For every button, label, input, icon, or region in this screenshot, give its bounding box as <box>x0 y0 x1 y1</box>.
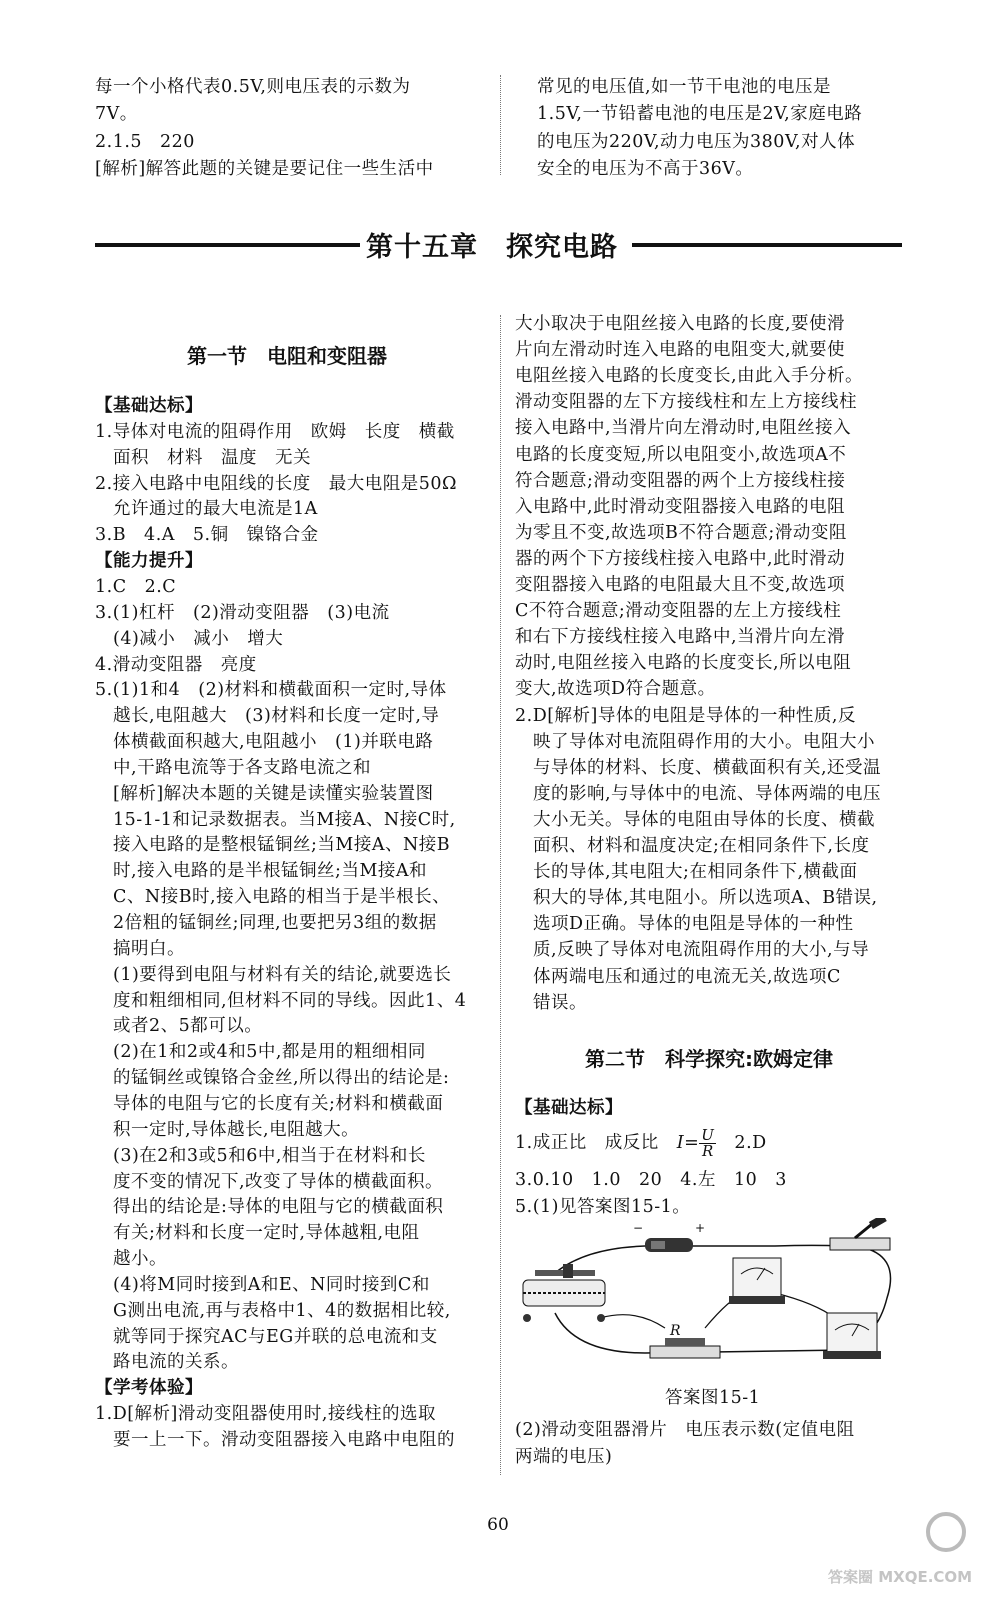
circuit-wire-top <box>555 1245 865 1273</box>
section-1-left-line: 路电流的关系。 <box>95 1352 239 1373</box>
chapter-rule-left <box>95 243 360 247</box>
top-right-line: 安全的电压为不高于36V。 <box>537 158 754 179</box>
rheostat <box>523 1264 605 1322</box>
watermark-logo <box>826 1510 976 1590</box>
top-column-divider <box>500 75 501 175</box>
top-left-line: [解析]解答此题的关键是要记住一些生活中 <box>95 158 434 179</box>
switch <box>830 1218 890 1250</box>
section-1-left-line: 3.B 4.A 5.铜 镍铬合金 <box>95 525 319 546</box>
watermark-text: 答案圈 MXQE.COM <box>828 1568 973 1586</box>
section-1-left-line: 搞明白。 <box>95 938 185 959</box>
section-2-basic-head: 【基础达标】 <box>515 1098 623 1118</box>
section-1-left-line: 3.(1)杠杆 (2)滑动变阻器 (3)电流 <box>95 602 390 623</box>
section-1-right-line: 面积、材料和温度决定;在相同条件下,长度 <box>515 836 870 856</box>
section-1-right-line: 为零且不变,故选项B不符合题意;滑动变阻 <box>515 522 847 543</box>
section-1-right-line: 度的影响,与导体中的电流、导体两端的电压 <box>515 783 882 804</box>
battery-minus-label: − <box>633 1221 644 1235</box>
voltmeter <box>823 1313 881 1359</box>
top-left-line: 每一个小格代表0.5V,则电压表的示数为 <box>95 77 411 97</box>
section-1-left-line: 中,干路电流等于各支路电流之和 <box>95 757 372 778</box>
section-1-left-line: 1.C 2.C <box>95 576 177 597</box>
section-1-left-line: 越小。 <box>95 1249 167 1270</box>
section-1-left-line: 2.接入电路中电阻线的长度 最大电阻是50Ω <box>95 473 457 494</box>
main-column-divider <box>500 315 501 1475</box>
section-1-left-line: [解析]解决本题的关键是读懂实验装置图 <box>95 783 434 804</box>
section-1-left-line: (4)将M同时接到A和E、N同时接到C和 <box>95 1274 430 1295</box>
section-1-left-line: 或者2、5都可以。 <box>95 1016 263 1037</box>
section-1-left-line: 度不变的情况下,改变了导体的横截面积。 <box>95 1171 444 1192</box>
section-1-right-line: 变大,故选项D符合题意。 <box>515 679 716 700</box>
section-1-left-line: 得出的结论是:导体的电阻与它的横截面积 <box>95 1197 444 1218</box>
section-1-right-line: 动时,电阻丝接入电路的长度变长,所以电阻 <box>515 653 852 674</box>
section-1-left-line: 允许通过的最大电流是1A <box>95 499 318 520</box>
section-1-title: 第一节 电阻和变阻器 <box>187 344 387 368</box>
section-1-left-line: 【能力提升】 <box>95 551 203 572</box>
section-1-right-line: 长的导体,其电阻大;在相同条件下,横截面 <box>515 862 858 883</box>
section-1-left-line: (1)要得到电阻与材料有关的结论,就要选长 <box>95 964 452 985</box>
resistor-label: R <box>670 1323 681 1339</box>
battery-plus-label: + <box>695 1221 706 1235</box>
section-1-left-line: G测出电流,再与表格中1、4的数据相比较, <box>95 1300 451 1321</box>
section-1-right-line: 符合题意;滑动变阻器的两个上方接线柱接 <box>515 470 846 491</box>
section-1-right-line: 入电路中,此时滑动变阻器接入电路的电阻 <box>515 496 846 517</box>
chapter-title: 第十五章 探究电路 <box>366 232 618 263</box>
top-right-line: 1.5V,一节铅蓄电池的电压是2V,家庭电路 <box>537 104 863 125</box>
section-1-right-line: 错误。 <box>515 992 587 1013</box>
section-1-right-line: 2.D[解析]导体的电阻是导体的一种性质,反 <box>515 705 856 726</box>
section-1-right-line: 体两端电压和通过的电流无关,故选项C <box>515 966 841 987</box>
page-number: 60 <box>487 1515 509 1535</box>
section-1-left-line: 2倍粗的锰铜丝;同理,也要把另3组的数据 <box>95 913 437 933</box>
chapter-rule-right <box>632 243 902 247</box>
section-1-left-line: 度和粗细相同,但材料不同的导线。因此1、4 <box>95 990 467 1011</box>
section-1-left-line: (2)在1和2或4和5中,都是用的粗细相同 <box>95 1042 426 1063</box>
section-1-right-line: 变阻器接入电路的电阻最大且不变,故选项 <box>515 575 846 595</box>
section-2-answer-line-4: (2)滑动变阻器滑片 电压表示数(定值电阻 <box>515 1420 855 1440</box>
circuit-wire-mid <box>600 1293 835 1328</box>
section-1-left-line: 就等同于探究AC与EG并联的总电流和支 <box>95 1326 438 1347</box>
top-right-line: 的电压为220V,动力电压为380V,对人体 <box>537 131 856 152</box>
section-1-left-line: 【基础达标】 <box>95 396 203 416</box>
section-1-left-line: 要一上一下。滑动变阻器接入电路中电阻的 <box>95 1430 455 1450</box>
section-1-right-line: 片向左滑动时连入电路的电阻变大,就要使 <box>515 340 846 361</box>
section-1-left-line: 接入电路的是整根锰铜丝;当M接A、N接B <box>95 835 451 856</box>
section-2-answer-line-3: 5.(1)见答案图15-1。 <box>515 1197 691 1217</box>
top-left-line: 7V。 <box>95 104 138 125</box>
top-left-line: 2.1.5 220 <box>95 131 195 152</box>
section-1-left-line: 时,接入电路的是半根锰铜丝;当M接A和 <box>95 861 428 882</box>
section-1-right-line: 大小无关。导体的电阻由导体的长度、横截 <box>515 809 875 830</box>
section-1-left-line: 1.导体对电流的阻碍作用 欧姆 长度 横截 <box>95 421 455 442</box>
formula-numerator: U <box>701 1126 715 1144</box>
section-2-answer-line-2: 3.0.10 1.0 20 4.左 10 3 <box>515 1170 787 1190</box>
formula-fraction <box>699 1128 716 1159</box>
section-1-left-line: 体横截面积越大,电阻越小 (1)并联电路 <box>95 732 434 753</box>
section-1-right-line: 滑动变阻器的左下方接线柱和左上方接线柱 <box>515 392 857 413</box>
section-1-left-line: (4)减小 减小 增大 <box>95 628 284 649</box>
section-1-right-line: 和右下方接线柱接入电路中,当滑片向左滑 <box>515 627 846 648</box>
section-1-left-line: C、N接B时,接入电路的相当于是半根长、 <box>95 887 451 908</box>
ammeter <box>729 1258 785 1304</box>
section-2-answer-line-1 <box>515 1128 767 1159</box>
section-1-left-line: 导体的电阻与它的长度有关;材料和横截面 <box>95 1093 444 1114</box>
section-1-left-line: 1.D[解析]滑动变阻器使用时,接线柱的选取 <box>95 1404 436 1425</box>
section-1-left-line: 的锰铜丝或镍铬合金丝,所以得出的结论是: <box>95 1068 450 1089</box>
circuit-figure <box>515 1218 915 1368</box>
section-1-left-line: 越长,电阻越大 (3)材料和长度一定时,导 <box>95 706 440 727</box>
section-1-right-line: C不符合题意;滑动变阻器的左上方接线柱 <box>515 601 842 622</box>
section-1-left-line: (3)在2和3或5和6中,相当于在材料和长 <box>95 1145 426 1166</box>
top-right-line: 常见的电压值,如一节干电池的电压是 <box>537 77 832 97</box>
formula-denominator: R <box>701 1142 714 1160</box>
section-1-right-line: 质,反映了导体对电流阻碍作用的大小,与导 <box>515 940 870 961</box>
section-1-left-line: 4.滑动变阻器 亮度 <box>95 654 257 675</box>
section-1-right-line: 大小取决于电阻丝接入电路的长度,要使滑 <box>515 314 846 334</box>
section-1-left-line: 15-1-1和记录数据表。当M接A、N接C时, <box>95 809 456 830</box>
section-1-left-line: 有关;材料和长度一定时,导体越粗,电阻 <box>95 1223 420 1244</box>
line1-post: 2.D <box>716 1133 767 1153</box>
battery <box>633 1221 705 1252</box>
section-2-title: 第二节 科学探究:欧姆定律 <box>585 1047 833 1071</box>
section-1-right-line: 积大的导体,其电阻小。所以选项A、B错误, <box>515 888 878 909</box>
section-1-right-line: 映了导体对电流阻碍作用的大小。电阻大小 <box>515 731 875 752</box>
section-2-answer-line-5: 两端的电压) <box>515 1447 613 1467</box>
section-1-right-line: 与导体的材料、长度、横截面积有关,还受温 <box>515 757 882 778</box>
section-1-right-line: 器的两个下方接线柱接入电路中,此时滑动 <box>515 548 846 569</box>
section-1-left-line: 5.(1)1和4 (2)材料和横截面积一定时,导体 <box>95 680 447 701</box>
section-1-right-line: 接入电路中,当滑片向左滑动时,电阻丝接入 <box>515 418 852 439</box>
section-1-left-line: 【学考体验】 <box>95 1378 203 1399</box>
formula-lhs: I= <box>676 1133 700 1153</box>
section-1-left-line: 积一定时,导体越长,电阻越大。 <box>95 1119 360 1140</box>
figure-caption: 答案图15-1 <box>665 1388 761 1408</box>
section-1-right-line: 电路的长度变短,所以电阻变小,故选项A不 <box>515 444 847 465</box>
section-1-left-line: 面积 材料 温度 无关 <box>95 447 311 468</box>
section-1-right-line: 选项D正确。导体的电阻是导体的一种性 <box>515 914 854 935</box>
fixed-resistor <box>650 1323 720 1358</box>
section-1-right-line: 电阻丝接入电路的长度变长,由此入手分析。 <box>515 366 864 387</box>
line1-pre: 1.成正比 成反比 <box>515 1133 677 1153</box>
